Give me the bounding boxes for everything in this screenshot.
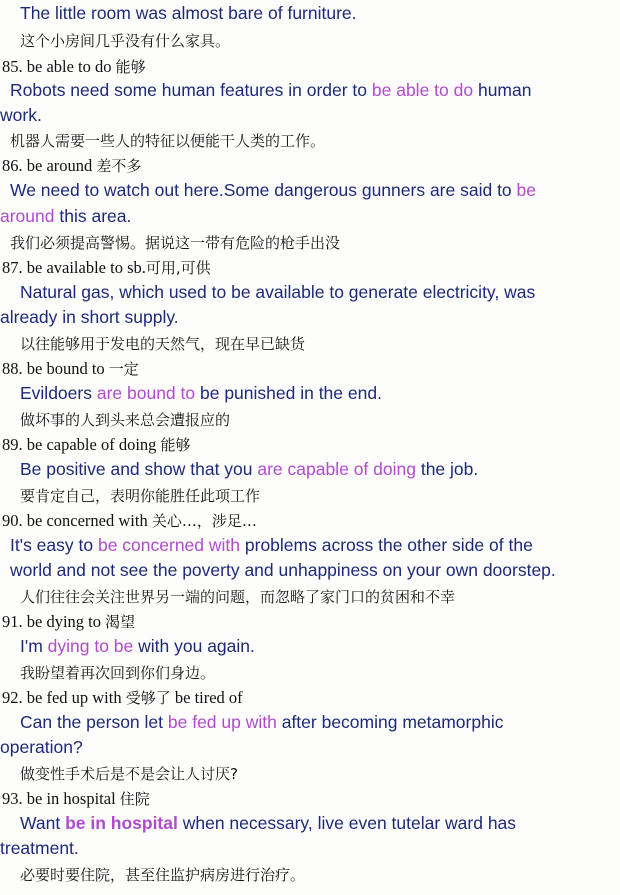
highlighted-phrase: be <box>516 180 536 200</box>
phrase-heading <box>2 155 141 176</box>
text-segment: We need to watch out here.Some dangerous gunners are said to <box>10 180 517 200</box>
text-segment: 我盼望着再次回到你们身边。 <box>20 664 216 682</box>
text-segment: 做变性手术后是不是会让人讨厌? <box>20 765 238 783</box>
chinese-meaning: 住院 <box>119 790 150 808</box>
chinese-translation <box>20 30 230 51</box>
english-sentence <box>20 636 255 657</box>
text-segment: Can the person let <box>20 712 168 732</box>
text-segment: treatment. <box>0 838 79 858</box>
english-sentence <box>10 560 556 581</box>
text-segment: 89. be capable of doing <box>2 435 161 454</box>
chinese-meaning: 差不多 <box>96 157 142 175</box>
english-sentence <box>10 535 533 556</box>
text-segment: 92. be fed up with <box>2 688 126 707</box>
phrase-heading <box>2 56 146 77</box>
chinese-translation <box>10 130 325 151</box>
text-segment: 85. be able to do <box>2 57 116 76</box>
highlighted-phrase: are bound to <box>96 383 196 403</box>
text-segment: I'm <box>20 636 48 656</box>
text-segment: 做坏事的人到头来总会遭报应的 <box>20 411 231 429</box>
text-segment: It's easy to <box>10 535 98 555</box>
text-segment: 90. be concerned with <box>2 511 152 530</box>
text-segment: this area. <box>54 206 132 226</box>
text-segment: human <box>473 80 532 100</box>
chinese-meaning: 可用,可供 <box>145 259 211 277</box>
text-segment: 人们往往会关注世界另一端的问题，而忽略了家门口的贫困和不幸 <box>20 588 456 606</box>
phrase-heading <box>2 257 211 278</box>
text-segment: Evildoers <box>20 383 97 403</box>
text-segment: after becoming metamorphic <box>276 712 504 732</box>
text-segment: 这个小房间几乎没有什么家具。 <box>20 32 231 50</box>
text-segment: Be positive and show that you <box>20 459 258 479</box>
chinese-meaning: 受够了 <box>125 689 171 707</box>
chinese-meaning: 能够 <box>160 436 191 454</box>
english-sentence <box>0 737 83 758</box>
text-segment: already in short supply. <box>0 307 179 327</box>
text-segment: 86. be around <box>2 156 97 175</box>
highlighted-phrase: dying to be <box>47 636 134 656</box>
chinese-meaning: 能够 <box>115 58 146 76</box>
english-sentence <box>10 80 531 101</box>
text-segment: operation? <box>0 737 83 757</box>
phrase-heading <box>2 687 243 708</box>
text-segment: problems across the other side of the <box>240 535 533 555</box>
english-sentence <box>20 282 535 303</box>
english-sentence <box>20 712 503 733</box>
chinese-meaning: 一定 <box>108 360 139 378</box>
chinese-translation <box>20 763 238 784</box>
text-segment: 以往能够用于发电的天然气，现在早已缺货 <box>20 335 306 353</box>
phrase-heading <box>2 611 135 632</box>
chinese-translation <box>20 485 260 506</box>
text-segment: 要肯定自己，表明你能胜任此项工作 <box>20 487 261 505</box>
highlighted-phrase: are capable of doing <box>257 459 416 479</box>
english-sentence <box>0 307 179 328</box>
english-sentence <box>20 459 478 480</box>
text-segment: with you again. <box>133 636 255 656</box>
english-sentence <box>0 105 42 126</box>
highlighted-phrase: be fed up with <box>167 712 277 732</box>
chinese-translation <box>20 333 305 354</box>
highlighted-phrase: be in hospital <box>65 813 178 833</box>
text-segment: Natural gas, which used to be available to generate electricity, was <box>20 282 536 302</box>
text-segment: 93. be in hospital <box>2 789 120 808</box>
phrase-heading <box>2 510 257 531</box>
chinese-translation <box>20 409 230 430</box>
text-segment: Robots need some human features in order to <box>10 80 372 100</box>
text-segment: world and not see the poverty and unhappiness on your own doorstep. <box>10 560 556 580</box>
highlighted-phrase: be concerned with <box>97 535 241 555</box>
chinese-translation <box>20 662 215 683</box>
text-segment: The little room was almost bare of furniture. <box>20 3 357 23</box>
phrase-heading <box>2 788 150 809</box>
text-segment: 我们必须提高警惕。据说这一带有危险的枪手出没 <box>10 234 341 252</box>
english-sentence <box>10 180 536 201</box>
chinese-translation <box>20 586 455 607</box>
text-segment: Want <box>20 813 66 833</box>
text-segment: the job. <box>415 459 479 479</box>
text-segment: work. <box>0 105 42 125</box>
highlighted-phrase: around <box>0 206 55 226</box>
highlighted-phrase: be able to do <box>371 80 474 100</box>
text-segment: 87. be available to sb. <box>2 258 146 277</box>
text-segment: 机器人需要一些人的特征以便能干人类的工作。 <box>10 132 326 150</box>
chinese-translation <box>10 232 340 253</box>
text-segment: 必要时要住院，甚至住监护病房进行治疗。 <box>20 866 306 884</box>
english-sentence <box>20 383 382 404</box>
english-sentence <box>20 3 357 24</box>
text-segment: 88. be bound to <box>2 359 109 378</box>
text-segment: be tired of <box>170 688 243 707</box>
english-sentence <box>20 813 516 834</box>
chinese-translation <box>20 864 305 885</box>
text-segment: when necessary, live even tutelar ward has <box>177 813 517 833</box>
english-sentence <box>0 206 131 227</box>
chinese-meaning: 关心…，涉足… <box>151 512 257 530</box>
phrase-heading <box>2 434 191 455</box>
text-segment: be punished in the end. <box>195 383 382 403</box>
chinese-meaning: 渴望 <box>105 613 136 631</box>
text-segment: 91. be dying to <box>2 612 106 631</box>
english-sentence <box>0 838 79 859</box>
phrase-heading <box>2 358 139 379</box>
